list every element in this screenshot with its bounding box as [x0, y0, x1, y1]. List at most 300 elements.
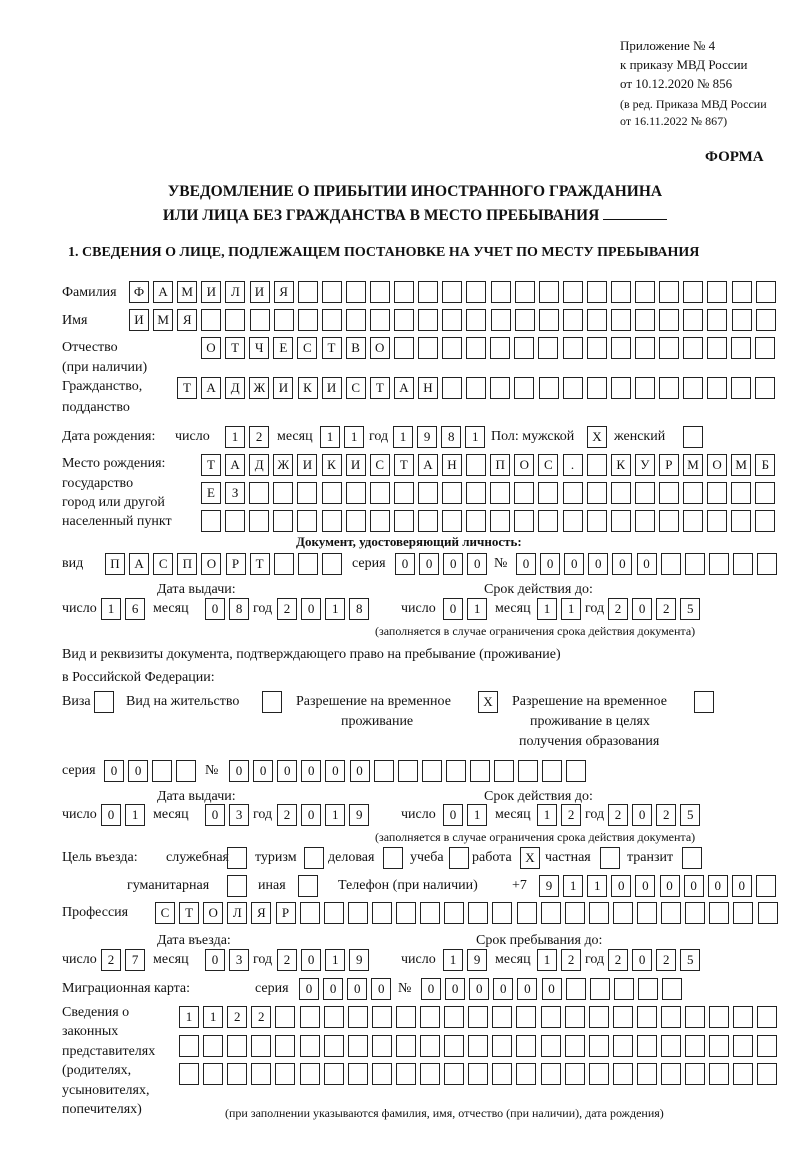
- char-box[interactable]: [274, 309, 294, 331]
- char-box[interactable]: 6: [125, 598, 145, 620]
- char-box[interactable]: 1: [561, 598, 581, 620]
- char-box[interactable]: [659, 377, 679, 399]
- char-box[interactable]: [587, 337, 607, 359]
- char-box[interactable]: [348, 1063, 368, 1085]
- char-box[interactable]: [492, 1063, 512, 1085]
- char-box[interactable]: 0: [632, 949, 652, 971]
- char-box[interactable]: Т: [394, 454, 414, 476]
- char-box[interactable]: [322, 281, 342, 303]
- char-box[interactable]: [444, 1063, 464, 1085]
- char-box[interactable]: [563, 281, 583, 303]
- char-box[interactable]: [662, 978, 682, 1000]
- char-box[interactable]: 0: [632, 804, 652, 826]
- char-box[interactable]: [517, 902, 537, 924]
- char-box[interactable]: [418, 281, 438, 303]
- char-box[interactable]: О: [203, 902, 223, 924]
- char-box[interactable]: [466, 309, 486, 331]
- char-box[interactable]: 0: [493, 978, 513, 1000]
- char-box[interactable]: [635, 309, 655, 331]
- char-box[interactable]: [249, 510, 269, 532]
- char-box[interactable]: 1: [325, 949, 345, 971]
- char-box[interactable]: [370, 482, 390, 504]
- char-box[interactable]: 0: [395, 553, 415, 575]
- char-box[interactable]: 2: [227, 1006, 247, 1028]
- char-box[interactable]: [370, 309, 390, 331]
- char-box[interactable]: 2: [101, 949, 121, 971]
- char-box[interactable]: [756, 875, 776, 897]
- char-box[interactable]: [273, 510, 293, 532]
- char-box[interactable]: [758, 902, 778, 924]
- char-box[interactable]: [374, 760, 394, 782]
- char-box[interactable]: [492, 1006, 512, 1028]
- char-box[interactable]: [757, 553, 777, 575]
- char-box[interactable]: [418, 482, 438, 504]
- char-box[interactable]: [298, 309, 318, 331]
- char-box[interactable]: 0: [564, 553, 584, 575]
- char-box[interactable]: 0: [253, 760, 273, 782]
- char-box[interactable]: [589, 1006, 609, 1028]
- char-box[interactable]: К: [298, 377, 318, 399]
- char-box[interactable]: [515, 309, 535, 331]
- char-box[interactable]: С: [153, 553, 173, 575]
- char-box[interactable]: 0: [347, 978, 367, 1000]
- char-box[interactable]: С: [155, 902, 175, 924]
- char-box[interactable]: [587, 309, 607, 331]
- char-box[interactable]: [468, 1035, 488, 1057]
- char-box[interactable]: [611, 510, 631, 532]
- char-box[interactable]: [442, 510, 462, 532]
- char-box[interactable]: С: [346, 377, 366, 399]
- char-box[interactable]: [587, 510, 607, 532]
- char-box[interactable]: [661, 1006, 681, 1028]
- char-box[interactable]: [490, 377, 510, 399]
- char-box[interactable]: 2: [608, 949, 628, 971]
- char-box[interactable]: 0: [443, 804, 463, 826]
- char-box[interactable]: М: [153, 309, 173, 331]
- char-box[interactable]: [372, 902, 392, 924]
- char-box[interactable]: [539, 281, 559, 303]
- char-box[interactable]: 8: [349, 598, 369, 620]
- char-box[interactable]: [635, 510, 655, 532]
- char-box[interactable]: 0: [443, 598, 463, 620]
- char-box[interactable]: [394, 482, 414, 504]
- char-box[interactable]: [370, 510, 390, 532]
- char-box[interactable]: 0: [205, 598, 225, 620]
- checkbox-cell[interactable]: [262, 691, 282, 713]
- char-box[interactable]: [637, 1063, 657, 1085]
- char-box[interactable]: Ж: [249, 377, 269, 399]
- char-box[interactable]: [683, 309, 703, 331]
- char-box[interactable]: П: [177, 553, 197, 575]
- char-box[interactable]: [733, 1063, 753, 1085]
- char-box[interactable]: [468, 1006, 488, 1028]
- char-box[interactable]: [683, 281, 703, 303]
- char-box[interactable]: Л: [225, 281, 245, 303]
- char-box[interactable]: 1: [125, 804, 145, 826]
- char-box[interactable]: [566, 760, 586, 782]
- char-box[interactable]: [396, 1063, 416, 1085]
- char-box[interactable]: [613, 1063, 633, 1085]
- char-box[interactable]: [514, 510, 534, 532]
- char-box[interactable]: [732, 309, 752, 331]
- char-box[interactable]: 0: [732, 875, 752, 897]
- char-box[interactable]: 0: [299, 978, 319, 1000]
- char-box[interactable]: [541, 1035, 561, 1057]
- char-box[interactable]: 1: [101, 598, 121, 620]
- char-box[interactable]: [249, 482, 269, 504]
- char-box[interactable]: [731, 482, 751, 504]
- char-box[interactable]: 9: [349, 949, 369, 971]
- char-box[interactable]: [201, 510, 221, 532]
- char-box[interactable]: [542, 760, 562, 782]
- char-box[interactable]: [515, 281, 535, 303]
- char-box[interactable]: 5: [680, 598, 700, 620]
- char-box[interactable]: [298, 553, 318, 575]
- char-box[interactable]: 9: [349, 804, 369, 826]
- char-box[interactable]: [418, 309, 438, 331]
- char-box[interactable]: [227, 1063, 247, 1085]
- char-box[interactable]: [176, 760, 196, 782]
- char-box[interactable]: И: [322, 377, 342, 399]
- char-box[interactable]: К: [611, 454, 631, 476]
- char-box[interactable]: 0: [419, 553, 439, 575]
- char-box[interactable]: 1: [537, 949, 557, 971]
- char-box[interactable]: 0: [104, 760, 124, 782]
- char-box[interactable]: 2: [249, 426, 269, 448]
- char-box[interactable]: И: [297, 454, 317, 476]
- checkbox-cell[interactable]: [683, 426, 703, 448]
- char-box[interactable]: [514, 482, 534, 504]
- char-box[interactable]: [563, 377, 583, 399]
- char-box[interactable]: [470, 760, 490, 782]
- char-box[interactable]: 0: [301, 598, 321, 620]
- checkbox-cell[interactable]: [227, 847, 247, 869]
- char-box[interactable]: 1: [325, 804, 345, 826]
- char-box[interactable]: З: [225, 482, 245, 504]
- char-box[interactable]: [541, 1063, 561, 1085]
- char-box[interactable]: [707, 337, 727, 359]
- char-box[interactable]: [322, 309, 342, 331]
- char-box[interactable]: [300, 902, 320, 924]
- char-box[interactable]: 2: [277, 949, 297, 971]
- char-box[interactable]: И: [250, 281, 270, 303]
- char-box[interactable]: [637, 1006, 657, 1028]
- char-box[interactable]: [275, 1063, 295, 1085]
- char-box[interactable]: П: [490, 454, 510, 476]
- char-box[interactable]: [516, 1035, 536, 1057]
- char-box[interactable]: [587, 482, 607, 504]
- char-box[interactable]: [755, 377, 775, 399]
- char-box[interactable]: [683, 377, 703, 399]
- char-box[interactable]: О: [201, 553, 221, 575]
- char-box[interactable]: [442, 281, 462, 303]
- char-box[interactable]: [661, 553, 681, 575]
- char-box[interactable]: [685, 553, 705, 575]
- checkbox-cell[interactable]: [694, 691, 714, 713]
- char-box[interactable]: 7: [125, 949, 145, 971]
- char-box[interactable]: 0: [301, 760, 321, 782]
- char-box[interactable]: [566, 978, 586, 1000]
- char-box[interactable]: [538, 337, 558, 359]
- char-box[interactable]: [709, 1035, 729, 1057]
- char-box[interactable]: [707, 281, 727, 303]
- char-box[interactable]: [466, 377, 486, 399]
- char-box[interactable]: [707, 377, 727, 399]
- char-box[interactable]: [514, 377, 534, 399]
- char-box[interactable]: 1: [225, 426, 245, 448]
- char-box[interactable]: Д: [249, 454, 269, 476]
- char-box[interactable]: [251, 1063, 271, 1085]
- char-box[interactable]: [370, 281, 390, 303]
- char-box[interactable]: [346, 281, 366, 303]
- char-box[interactable]: 0: [301, 949, 321, 971]
- char-box[interactable]: [152, 760, 172, 782]
- char-box[interactable]: [444, 1006, 464, 1028]
- char-box[interactable]: [590, 978, 610, 1000]
- char-box[interactable]: Р: [276, 902, 296, 924]
- char-box[interactable]: [709, 902, 729, 924]
- char-box[interactable]: [538, 510, 558, 532]
- char-box[interactable]: [733, 1035, 753, 1057]
- char-box[interactable]: [492, 902, 512, 924]
- char-box[interactable]: [635, 377, 655, 399]
- checkbox-cell[interactable]: X: [520, 847, 540, 869]
- char-box[interactable]: 1: [563, 875, 583, 897]
- char-box[interactable]: [466, 510, 486, 532]
- char-box[interactable]: [661, 1063, 681, 1085]
- char-box[interactable]: [420, 1063, 440, 1085]
- char-box[interactable]: [587, 454, 607, 476]
- char-box[interactable]: [613, 1006, 633, 1028]
- checkbox-cell[interactable]: X: [478, 691, 498, 713]
- char-box[interactable]: М: [177, 281, 197, 303]
- char-box[interactable]: 1: [467, 598, 487, 620]
- char-box[interactable]: [613, 902, 633, 924]
- char-box[interactable]: [565, 1035, 585, 1057]
- char-box[interactable]: 1: [443, 949, 463, 971]
- char-box[interactable]: Т: [201, 454, 221, 476]
- char-box[interactable]: 5: [680, 804, 700, 826]
- char-box[interactable]: [394, 309, 414, 331]
- char-box[interactable]: [707, 309, 727, 331]
- char-box[interactable]: [297, 510, 317, 532]
- char-box[interactable]: [372, 1035, 392, 1057]
- char-box[interactable]: [394, 281, 414, 303]
- char-box[interactable]: 0: [708, 875, 728, 897]
- char-box[interactable]: [396, 1006, 416, 1028]
- char-box[interactable]: [659, 482, 679, 504]
- char-box[interactable]: 0: [101, 804, 121, 826]
- char-box[interactable]: [587, 281, 607, 303]
- char-box[interactable]: [490, 510, 510, 532]
- char-box[interactable]: Я: [177, 309, 197, 331]
- char-box[interactable]: [611, 281, 631, 303]
- char-box[interactable]: [659, 309, 679, 331]
- char-box[interactable]: [300, 1063, 320, 1085]
- char-box[interactable]: 0: [612, 553, 632, 575]
- char-box[interactable]: [418, 337, 438, 359]
- char-box[interactable]: [731, 337, 751, 359]
- char-box[interactable]: [683, 482, 703, 504]
- char-box[interactable]: [420, 1035, 440, 1057]
- char-box[interactable]: 0: [660, 875, 680, 897]
- char-box[interactable]: [613, 1035, 633, 1057]
- char-box[interactable]: [518, 760, 538, 782]
- char-box[interactable]: 0: [229, 760, 249, 782]
- char-box[interactable]: Д: [225, 377, 245, 399]
- char-box[interactable]: 0: [128, 760, 148, 782]
- char-box[interactable]: [731, 377, 751, 399]
- char-box[interactable]: [755, 482, 775, 504]
- char-box[interactable]: [565, 902, 585, 924]
- char-box[interactable]: 1: [344, 426, 364, 448]
- char-box[interactable]: М: [731, 454, 751, 476]
- checkbox-cell[interactable]: [227, 875, 247, 897]
- char-box[interactable]: [322, 553, 342, 575]
- char-box[interactable]: [516, 1006, 536, 1028]
- char-box[interactable]: [707, 510, 727, 532]
- char-box[interactable]: [442, 482, 462, 504]
- char-box[interactable]: [732, 281, 752, 303]
- char-box[interactable]: [756, 309, 776, 331]
- char-box[interactable]: .: [563, 454, 583, 476]
- char-box[interactable]: [685, 1063, 705, 1085]
- char-box[interactable]: Т: [179, 902, 199, 924]
- char-box[interactable]: [611, 377, 631, 399]
- char-box[interactable]: 0: [467, 553, 487, 575]
- char-box[interactable]: Я: [274, 281, 294, 303]
- char-box[interactable]: 0: [350, 760, 370, 782]
- char-box[interactable]: 0: [684, 875, 704, 897]
- char-box[interactable]: 9: [467, 949, 487, 971]
- char-box[interactable]: [757, 1035, 777, 1057]
- char-box[interactable]: 0: [323, 978, 343, 1000]
- char-box[interactable]: 2: [277, 598, 297, 620]
- char-box[interactable]: 0: [637, 553, 657, 575]
- char-box[interactable]: [589, 902, 609, 924]
- char-box[interactable]: [709, 553, 729, 575]
- char-box[interactable]: [225, 309, 245, 331]
- char-box[interactable]: 0: [588, 553, 608, 575]
- char-box[interactable]: 0: [205, 804, 225, 826]
- char-box[interactable]: [446, 760, 466, 782]
- char-box[interactable]: [348, 1035, 368, 1057]
- char-box[interactable]: [346, 510, 366, 532]
- char-box[interactable]: 2: [561, 804, 581, 826]
- char-box[interactable]: [685, 902, 705, 924]
- char-box[interactable]: [491, 309, 511, 331]
- char-box[interactable]: У: [635, 454, 655, 476]
- char-box[interactable]: О: [201, 337, 221, 359]
- char-box[interactable]: 8: [229, 598, 249, 620]
- char-box[interactable]: Т: [250, 553, 270, 575]
- char-box[interactable]: [203, 1063, 223, 1085]
- char-box[interactable]: [659, 281, 679, 303]
- char-box[interactable]: [589, 1035, 609, 1057]
- char-box[interactable]: А: [153, 281, 173, 303]
- char-box[interactable]: [587, 377, 607, 399]
- char-box[interactable]: 5: [680, 949, 700, 971]
- char-box[interactable]: Т: [177, 377, 197, 399]
- char-box[interactable]: [201, 309, 221, 331]
- char-box[interactable]: [756, 281, 776, 303]
- char-box[interactable]: [733, 902, 753, 924]
- char-box[interactable]: [398, 760, 418, 782]
- char-box[interactable]: К: [322, 454, 342, 476]
- char-box[interactable]: 1: [537, 804, 557, 826]
- char-box[interactable]: 2: [251, 1006, 271, 1028]
- char-box[interactable]: 0: [371, 978, 391, 1000]
- char-box[interactable]: [203, 1035, 223, 1057]
- char-box[interactable]: [394, 510, 414, 532]
- char-box[interactable]: [539, 377, 559, 399]
- char-box[interactable]: [659, 510, 679, 532]
- char-box[interactable]: 1: [467, 804, 487, 826]
- char-box[interactable]: [396, 902, 416, 924]
- char-box[interactable]: [227, 1035, 247, 1057]
- char-box[interactable]: 0: [632, 598, 652, 620]
- char-box[interactable]: 0: [611, 875, 631, 897]
- title-blank-line[interactable]: [603, 205, 667, 220]
- char-box[interactable]: 2: [608, 804, 628, 826]
- char-box[interactable]: А: [394, 377, 414, 399]
- char-box[interactable]: [611, 482, 631, 504]
- char-box[interactable]: [466, 482, 486, 504]
- char-box[interactable]: [297, 482, 317, 504]
- char-box[interactable]: [709, 1006, 729, 1028]
- char-box[interactable]: [324, 1035, 344, 1057]
- char-box[interactable]: Ж: [273, 454, 293, 476]
- char-box[interactable]: 2: [656, 949, 676, 971]
- char-box[interactable]: 9: [417, 426, 437, 448]
- char-box[interactable]: [225, 510, 245, 532]
- char-box[interactable]: [659, 337, 679, 359]
- char-box[interactable]: [444, 1035, 464, 1057]
- char-box[interactable]: [637, 1035, 657, 1057]
- checkbox-cell[interactable]: [682, 847, 702, 869]
- char-box[interactable]: Л: [227, 902, 247, 924]
- char-box[interactable]: [324, 902, 344, 924]
- char-box[interactable]: 1: [393, 426, 413, 448]
- checkbox-cell[interactable]: [94, 691, 114, 713]
- char-box[interactable]: 0: [445, 978, 465, 1000]
- char-box[interactable]: [494, 760, 514, 782]
- char-box[interactable]: И: [346, 454, 366, 476]
- char-box[interactable]: [422, 760, 442, 782]
- char-box[interactable]: 8: [441, 426, 461, 448]
- char-box[interactable]: [565, 1063, 585, 1085]
- char-box[interactable]: 0: [516, 553, 536, 575]
- char-box[interactable]: [611, 337, 631, 359]
- char-box[interactable]: А: [418, 454, 438, 476]
- char-box[interactable]: [346, 309, 366, 331]
- char-box[interactable]: [466, 281, 486, 303]
- char-box[interactable]: [442, 377, 462, 399]
- char-box[interactable]: 0: [635, 875, 655, 897]
- char-box[interactable]: [514, 337, 534, 359]
- char-box[interactable]: [372, 1063, 392, 1085]
- char-box[interactable]: [541, 902, 561, 924]
- char-box[interactable]: [275, 1006, 295, 1028]
- char-box[interactable]: 0: [421, 978, 441, 1000]
- char-box[interactable]: [538, 482, 558, 504]
- char-box[interactable]: [250, 309, 270, 331]
- char-box[interactable]: [635, 337, 655, 359]
- char-box[interactable]: 0: [469, 978, 489, 1000]
- char-box[interactable]: 0: [277, 760, 297, 782]
- char-box[interactable]: С: [297, 337, 317, 359]
- char-box[interactable]: 0: [517, 978, 537, 1000]
